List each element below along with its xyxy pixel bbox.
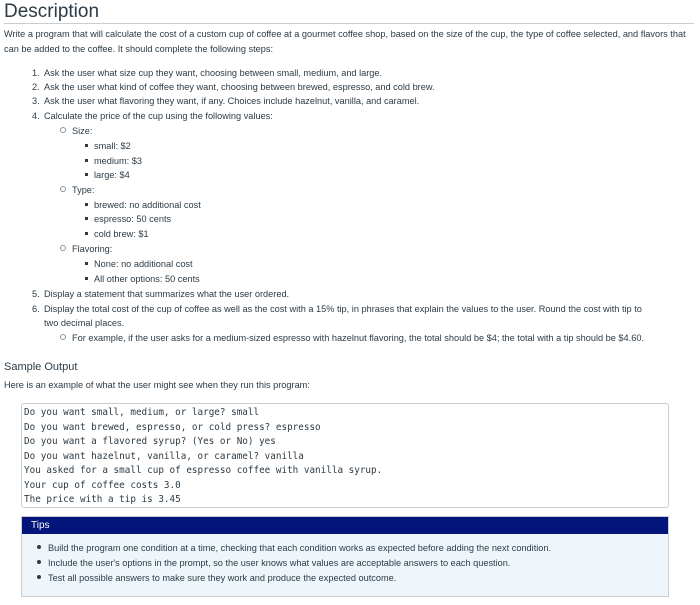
flavoring-heading: Flavoring: xyxy=(60,243,112,256)
flavor-item: All other options: 50 cents xyxy=(85,273,200,286)
square-bullet-icon xyxy=(85,159,88,162)
size-item: large: $4 xyxy=(85,169,130,182)
tip-item: Build the program one condition at a time, checking that each condition works as expected before adding the next condition. xyxy=(37,543,551,553)
step-4: 4. Calculate the price of the cup using the following values: xyxy=(32,111,273,121)
tip-item: Test all possible answers to make sure they work and produce the expected outcome. xyxy=(37,573,396,583)
code-line: Do you want small, medium, or large? small xyxy=(24,407,260,418)
code-line: You asked for a small cup of espresso coffee with vanilla syrup. xyxy=(24,465,383,476)
code-line: Your cup of coffee costs 3.0 xyxy=(24,479,181,491)
bullet-icon xyxy=(37,560,41,564)
sample-output-intro: Here is an example of what the user might see when they run this program: xyxy=(4,380,310,390)
page-title: Description xyxy=(4,1,100,22)
step-2: 2. Ask the user what kind of coffee they want, choosing between brewed, espresso, and cold brew. xyxy=(32,82,435,92)
type-item: brewed: no additional cost xyxy=(85,199,201,212)
tip-item: Include the user's options in the prompt, so the user knows what values are acceptable answers to each question. xyxy=(37,558,510,568)
step-6: 6. Display the total cost of the cup of coffee as well as the cost with a 15% tip, in phrases that explain the values to the user. Round the cost with tip to xyxy=(32,304,642,314)
code-line: Do you want a flavored syrup? (Yes or No) yes xyxy=(24,436,276,447)
circle-bullet-icon xyxy=(60,245,66,251)
square-bullet-icon xyxy=(85,262,88,265)
size-heading: Size: xyxy=(60,125,92,138)
code-line: Do you want brewed, espresso, or cold press? espresso xyxy=(24,421,321,433)
type-item: espresso: 50 cents xyxy=(85,213,171,226)
title-divider xyxy=(4,23,694,24)
step-1: 1. Ask the user what size cup they want, choosing between small, medium, and large. xyxy=(32,68,383,78)
size-item: small: $2 xyxy=(85,140,131,153)
square-bullet-icon xyxy=(85,173,88,176)
square-bullet-icon xyxy=(85,144,88,147)
square-bullet-icon xyxy=(85,232,88,235)
step-3: 3. Ask the user what flavoring they want, if any. Choices include hazelnut, vanilla, and caramel. xyxy=(32,96,420,106)
circle-bullet-icon xyxy=(60,334,66,340)
code-line: Do you want hazelnut, vanilla, or caramel? vanilla xyxy=(24,450,304,462)
flavor-item: None: no additional cost xyxy=(85,258,193,271)
bullet-icon xyxy=(37,575,41,579)
size-item: medium: $3 xyxy=(85,155,142,168)
sample-output-heading: Sample Output xyxy=(4,361,78,373)
sample-output-code-block xyxy=(21,403,669,508)
step-5: 5. Display a statement that summarizes what the user ordered. xyxy=(32,289,290,299)
intro-paragraph: Write a program that will calculate the cost of a custom cup of coffee at a gourmet coffee shop, based on the size of the cup, the type of coffee selected, and flavors that can be added to the coffee. It should complete the following steps: xyxy=(4,29,686,54)
code-line: The price with a tip is 3.45 xyxy=(24,494,181,505)
square-bullet-icon xyxy=(85,203,88,206)
square-bullet-icon xyxy=(85,277,88,280)
circle-bullet-icon xyxy=(60,186,66,192)
type-heading: Type: xyxy=(60,184,94,197)
type-item: cold brew: $1 xyxy=(85,228,149,241)
circle-bullet-icon xyxy=(60,127,66,133)
bullet-icon xyxy=(37,545,41,549)
step-6-continued: two decimal places. xyxy=(44,318,125,328)
square-bullet-icon xyxy=(85,217,88,220)
tips-header: Tips xyxy=(22,517,668,534)
tips-box xyxy=(21,516,669,597)
example-note: For example, if the user asks for a medium-sized espresso with hazelnut flavoring, the total should be $4; the total with a tip should be $4.60. xyxy=(60,332,644,345)
